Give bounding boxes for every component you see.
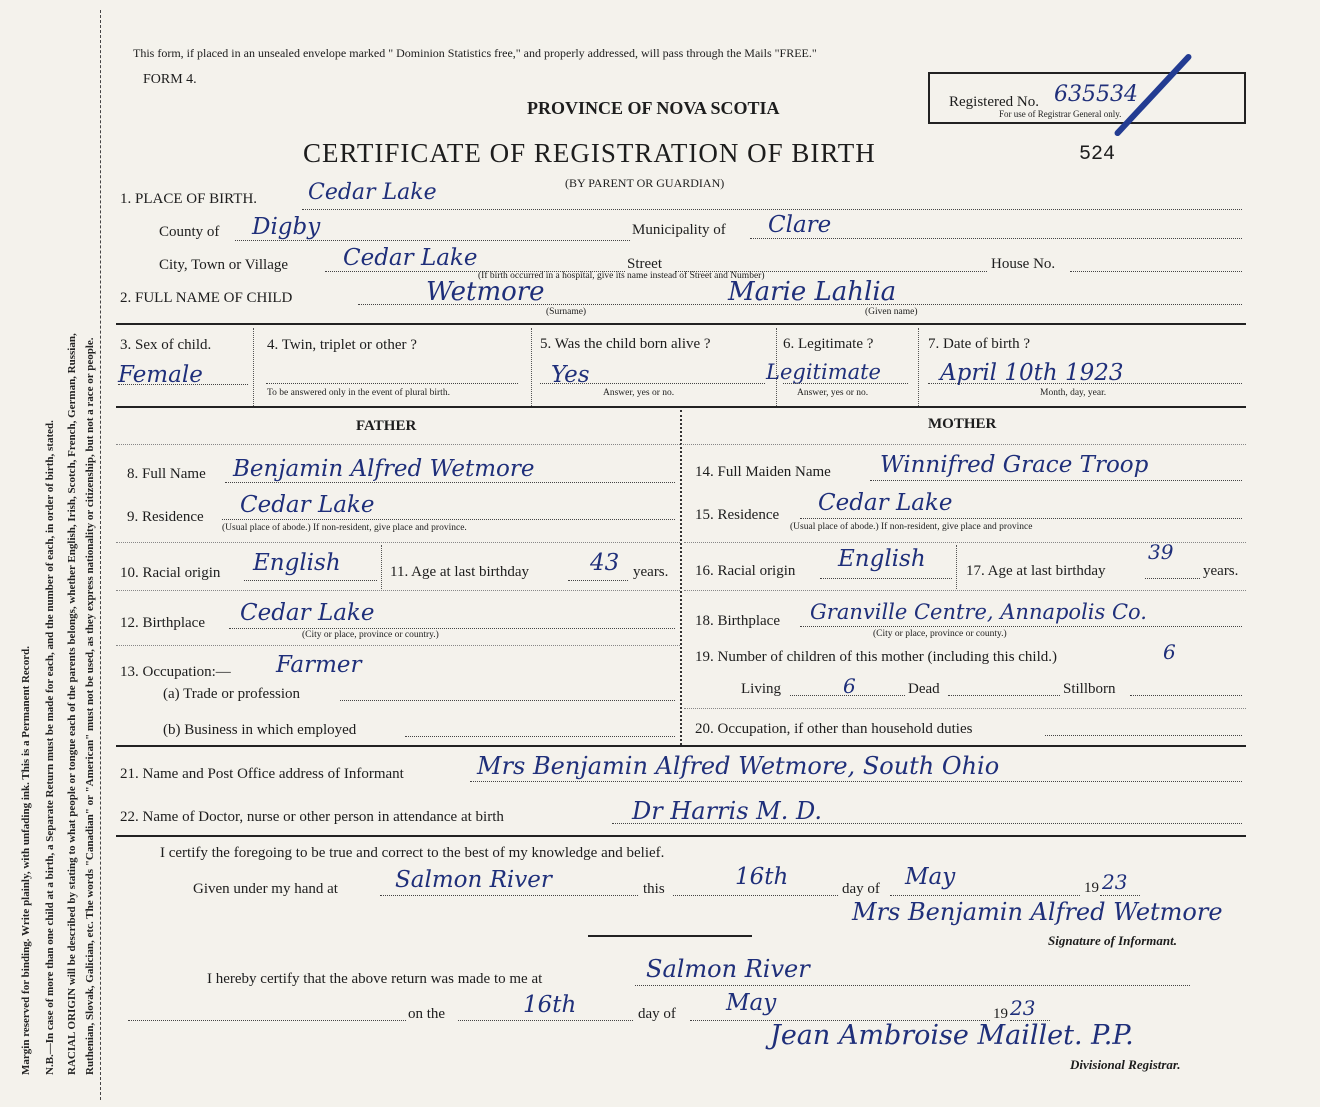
sex-value: Female bbox=[118, 362, 203, 388]
mother-age-value: 39 bbox=[1148, 540, 1174, 564]
mother-racial-origin-label: 16. Racial origin bbox=[695, 563, 796, 579]
living-value: 6 bbox=[843, 674, 856, 698]
registered-number: 635534 bbox=[1054, 82, 1138, 107]
registrar-signature: Jean Ambroise Maillet. P.P. bbox=[770, 1020, 1134, 1051]
informant-signature-caption: Signature of Informant. bbox=[1048, 933, 1177, 948]
date-of-birth-label: 7. Date of birth ? bbox=[928, 336, 1031, 352]
surname-caption: (Surname) bbox=[546, 307, 587, 317]
born-alive-note: Answer, yes or no. bbox=[603, 388, 675, 398]
trade-label: (a) Trade or profession bbox=[163, 686, 301, 702]
mother-birthplace-value: Granville Centre, Annapolis Co. bbox=[810, 600, 1147, 624]
page-title: CERTIFICATE OF REGISTRATION OF BIRTH bbox=[303, 138, 876, 168]
municipality-value: Clare bbox=[768, 212, 832, 238]
day-of-label: day of bbox=[842, 881, 880, 897]
child-given-name-value: Marie Lahlia bbox=[728, 277, 897, 307]
children-count-value: 6 bbox=[1163, 640, 1176, 664]
registered-label: Registered No. bbox=[949, 94, 1039, 110]
margin-cut-line bbox=[100, 10, 101, 1100]
date-of-birth-note: Month, day, year. bbox=[1040, 388, 1107, 398]
father-birthplace-note: (City or place, province or country.) bbox=[302, 630, 439, 640]
registration-box bbox=[928, 72, 1246, 124]
registrar-place-value: Salmon River bbox=[646, 955, 810, 983]
given-year-value: 23 bbox=[1102, 870, 1128, 894]
father-residence-note: (Usual place of abode.) If non-resident, give place and province. bbox=[222, 523, 467, 533]
certify-statement: I certify the foregoing to be true and correct to the best of my knowledge and belief. bbox=[160, 845, 665, 861]
children-count-label: 19. Number of children of this mother (including this child.) bbox=[695, 649, 1058, 665]
county-value: Digby bbox=[252, 214, 321, 240]
dead-label: Dead bbox=[908, 681, 940, 697]
stillborn-label: Stillborn bbox=[1063, 681, 1116, 697]
margin-racial-origin-note-cont: Ruthenian, Slovak, Galician, etc. The words "Canadian" or "American" must not be used, as they express nationality or citizenship, but not a race or people. bbox=[84, 337, 96, 1075]
registrar-caption: Divisional Registrar. bbox=[1070, 1057, 1181, 1072]
province-title: PROVINCE OF NOVA SCOTIA bbox=[527, 98, 780, 118]
given-day-value: 16th bbox=[735, 864, 789, 890]
living-label: Living bbox=[741, 681, 781, 697]
mother-residence-label: 15. Residence bbox=[695, 507, 780, 523]
mother-occupation-label: 20. Occupation, if other than household duties bbox=[695, 721, 973, 737]
mail-notice: This form, if placed in an unsealed envelope marked " Dominion Statistics free," and properly addressed, will pass through the Mails "FREE." bbox=[133, 46, 817, 60]
father-heading: FATHER bbox=[356, 418, 417, 434]
sex-label: 3. Sex of child. bbox=[120, 337, 212, 353]
legitimate-note: Answer, yes or no. bbox=[797, 388, 869, 398]
registrar-statement: I hereby certify that the above return was made to me at bbox=[207, 971, 543, 987]
child-name-label: 2. FULL NAME OF CHILD bbox=[120, 290, 293, 306]
doctor-value: Dr Harris M. D. bbox=[632, 797, 822, 825]
city-value: Cedar Lake bbox=[343, 245, 478, 271]
mother-heading: MOTHER bbox=[928, 416, 997, 432]
county-label: County of bbox=[159, 224, 220, 240]
registrar-year-value: 23 bbox=[1010, 996, 1036, 1020]
mother-birthplace-label: 18. Birthplace bbox=[695, 613, 780, 629]
place-of-birth-label: 1. PLACE OF BIRTH. bbox=[120, 191, 258, 207]
father-occupation-label: 13. Occupation:— bbox=[120, 664, 231, 680]
registrar-use-note: For use of Registrar General only. bbox=[999, 109, 1122, 119]
given-month-value: May bbox=[905, 864, 956, 890]
registrar-month-value: May bbox=[726, 990, 777, 1016]
informant-value: Mrs Benjamin Alfred Wetmore, South Ohio bbox=[477, 752, 1000, 780]
street-label: Street bbox=[627, 256, 662, 272]
mother-name-label: 14. Full Maiden Name bbox=[695, 464, 831, 480]
mother-residence-value: Cedar Lake bbox=[818, 490, 953, 516]
registrar-day-of-label: day of bbox=[638, 1006, 676, 1022]
father-name-label: 8. Full Name bbox=[127, 466, 206, 482]
registrar-day-value: 16th bbox=[523, 992, 577, 1018]
mother-years-label: years. bbox=[1203, 563, 1239, 579]
page-subtitle: (BY PARENT OR GUARDIAN) bbox=[565, 176, 725, 190]
informant-label: 21. Name and Post Office address of Informant bbox=[120, 766, 404, 782]
given-place-value: Salmon River bbox=[395, 867, 552, 893]
father-birthplace-value: Cedar Lake bbox=[240, 600, 375, 626]
doctor-label: 22. Name of Doctor, nurse or other person in attendance at birth bbox=[120, 809, 504, 825]
twin-label: 4. Twin, triplet or other ? bbox=[267, 337, 417, 353]
father-age-label: 11. Age at last birthday bbox=[390, 564, 529, 580]
legitimate-label: 6. Legitimate ? bbox=[783, 336, 874, 352]
business-label: (b) Business in which employed bbox=[163, 722, 357, 738]
margin-instruction: Margin reserved for binding. Write plainly, with unfading ink. This is a Permanent Record. bbox=[20, 646, 32, 1075]
stamp-number: 524 bbox=[1079, 143, 1116, 166]
date-of-birth-value: April 10th 1923 bbox=[940, 360, 1124, 386]
father-birthplace-label: 12. Birthplace bbox=[120, 615, 205, 631]
mother-name-value: Winnifred Grace Troop bbox=[880, 452, 1149, 478]
binding-margin bbox=[0, 0, 118, 1107]
margin-plural-birth-note: N.B.—In case of more than one child at a birth, a Separate Return must be made for each, and the number of each, in order of birth, stated. bbox=[44, 420, 56, 1075]
twin-note: To be answered only in the event of plural birth. bbox=[267, 388, 450, 398]
born-alive-value: Yes bbox=[551, 362, 590, 388]
city-label: City, Town or Village bbox=[159, 257, 289, 273]
informant-signature: Mrs Benjamin Alfred Wetmore bbox=[852, 898, 1223, 926]
legitimate-value: Legitimate bbox=[766, 360, 881, 384]
margin-racial-origin-note: RACIAL ORIGIN will be described by stating to what people or tongue each of the parents belongs, whether English, Irish, Scotch, French, German, Russian, bbox=[66, 333, 78, 1075]
on-the-label: on the bbox=[408, 1006, 446, 1022]
father-residence-value: Cedar Lake bbox=[240, 492, 375, 518]
father-years-label: years. bbox=[633, 564, 669, 580]
registrar-year-prefix: 19 bbox=[993, 1006, 1008, 1022]
mother-residence-note: (Usual place of abode.) If non-resident, give place and province bbox=[790, 522, 1033, 532]
given-under-hand-label: Given under my hand at bbox=[193, 881, 338, 897]
this-label: this bbox=[643, 881, 665, 897]
child-surname-value: Wetmore bbox=[426, 277, 545, 307]
given-name-caption: (Given name) bbox=[865, 307, 918, 317]
father-age-value: 43 bbox=[590, 550, 620, 576]
house-number-label: House No. bbox=[991, 256, 1056, 272]
father-name-value: Benjamin Alfred Wetmore bbox=[233, 456, 535, 482]
mother-racial-origin-value: English bbox=[838, 546, 926, 572]
place-of-birth-value: Cedar Lake bbox=[308, 180, 437, 205]
mother-age-label: 17. Age at last birthday bbox=[966, 563, 1106, 579]
hospital-note: (If birth occurred in a hospital, give its name instead of Street and Number) bbox=[478, 271, 765, 281]
father-occupation-value: Farmer bbox=[276, 652, 362, 678]
father-residence-label: 9. Residence bbox=[127, 509, 204, 525]
born-alive-label: 5. Was the child born alive ? bbox=[540, 336, 711, 352]
father-racial-origin-label: 10. Racial origin bbox=[120, 565, 221, 581]
form-number: FORM 4. bbox=[143, 72, 197, 87]
municipality-label: Municipality of bbox=[632, 222, 726, 238]
mother-birthplace-note: (City or place, province or county.) bbox=[873, 629, 1007, 639]
father-racial-origin-value: English bbox=[253, 550, 341, 576]
given-year-prefix: 19 bbox=[1084, 880, 1099, 896]
